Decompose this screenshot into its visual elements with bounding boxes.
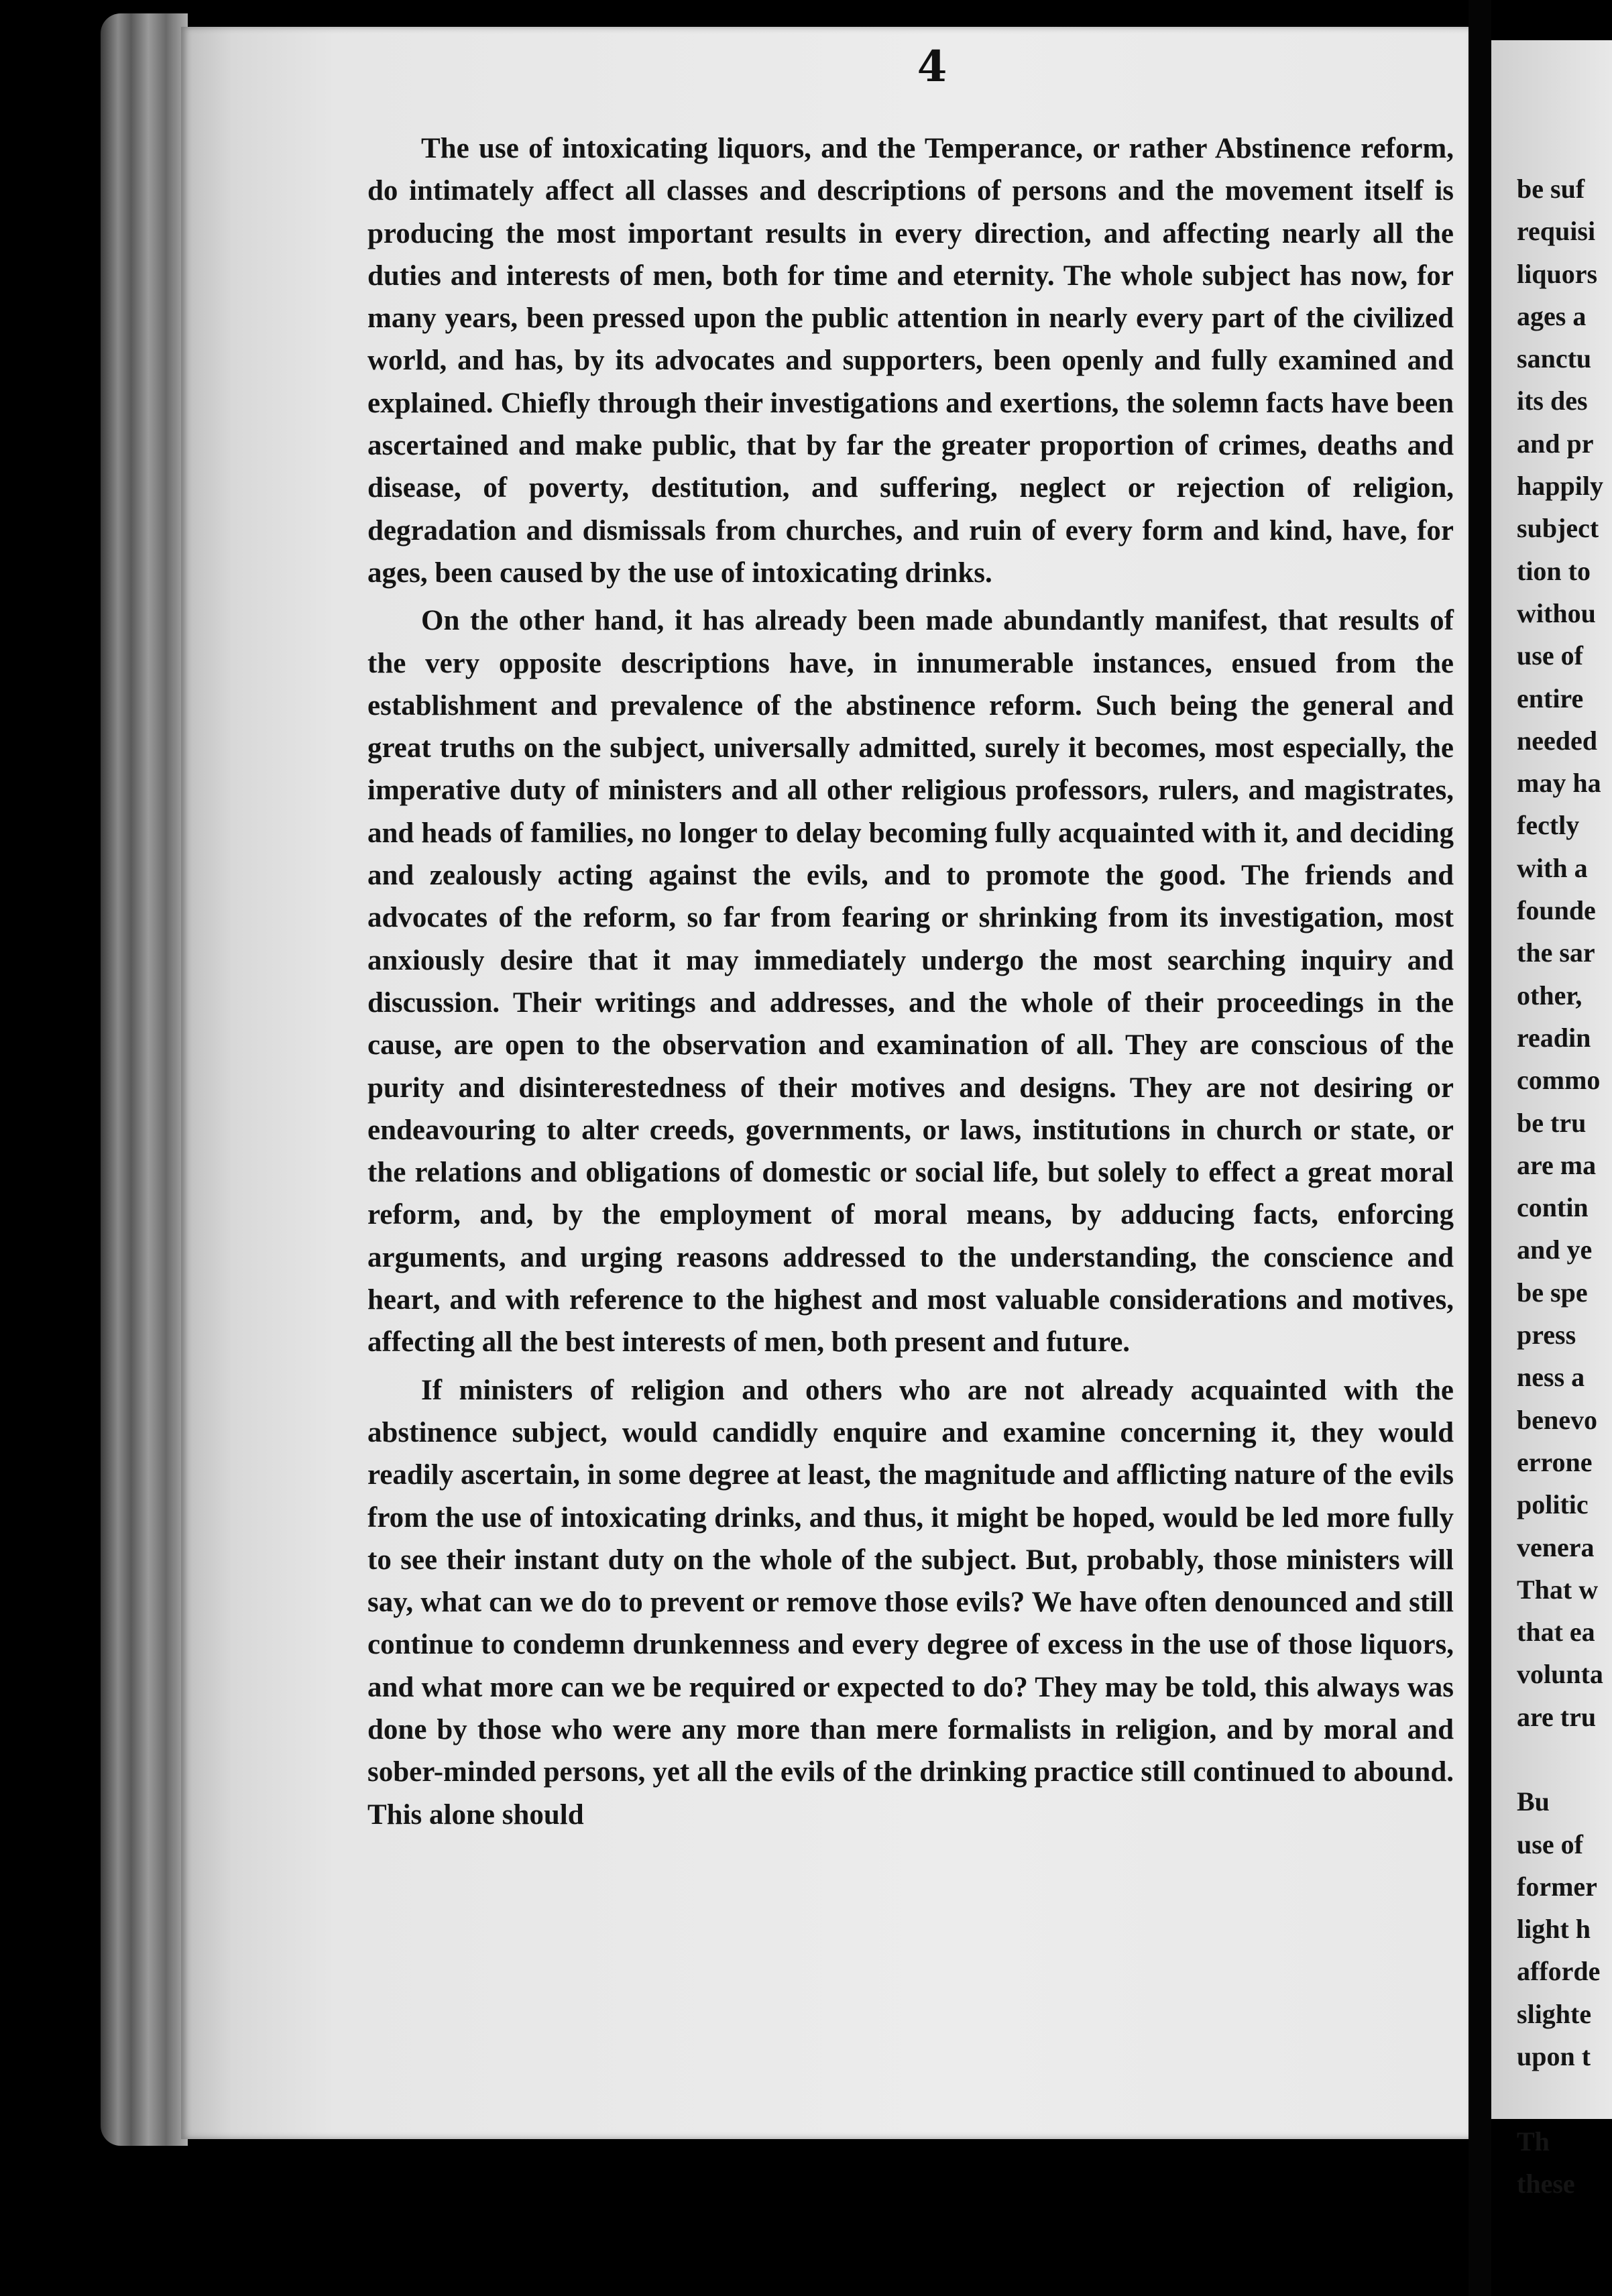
facing-page-line: use of [1517, 640, 1583, 671]
facing-page-line: readin [1517, 1022, 1591, 1053]
line-gap [1517, 1738, 1612, 1780]
paragraph: On the other hand, it has already been made abundantly manifest, that results of the very opposite descriptions have, in innumerable instances, ensued from the establishment and prevalence of the abstinence reform. Such being the general and great truths on the subject, universally admitted, surely it becomes, most especially, the imperative duty of ministers and all other religious professors, rulers, and magistrates, and heads of families, no longer to delay becoming fully acquainted with it, and deciding and zealously acting against the evils, and to promote the good. The friends and advocates of the reform, so far from fearing or shrinking from its investigation, most anxiously desire that it may immediately undergo the most searching inquiry and discussion. Their writings and addresses, and the whole of their proceedings in the cause, are open to the observation and examination of all. They are conscious of the purity and disinterestedness of their motives and designs. They are not desiring or endeavouring to alter creeds, governments, or laws, institutions in church or state, or the relations and obligations of domestic or social life, but solely to effect a great moral reform, and, by the employment of moral means, by adducing facts, enforcing arguments, and urging reasons addressed to the understanding, the conscience and heart, and with reference to the highest and most valuable considerations and motives, affecting all the best interests of men, both present and future. [367, 605, 1454, 1359]
facing-page-line: founde [1517, 895, 1596, 926]
facing-page-line: use of [1517, 1829, 1583, 1859]
facing-page-line: Th [1517, 2126, 1550, 2157]
book-page-edges [101, 13, 188, 2146]
facing-page-line: benevo [1517, 1404, 1597, 1435]
facing-page-line: with a [1517, 852, 1588, 883]
facing-page-line: ness a [1517, 1362, 1585, 1393]
facing-page-line: be spe [1517, 1277, 1588, 1308]
facing-page-line: light h [1517, 1914, 1591, 1945]
body-text [367, 127, 1454, 1836]
facing-page-line: politic [1517, 1489, 1589, 1520]
facing-page-line: subject [1517, 513, 1599, 544]
facing-page-line: venera [1517, 1532, 1595, 1562]
facing-page-text [1517, 168, 1612, 2205]
paragraph: The use of intoxicating liquors, and the Temperance, or rather Abstinence reform, do intimately affect all classes and descriptions of persons and the movement itself is producing the most important results in every direction, and affecting nearly all the duties and interests of men, both for time and eternity. The whole subject has now, for many years, been pressed upon the public attention in nearly every part of the civilized world, and has, by its advocates and supporters, been openly and fully examined and explained. Chiefly through their investigations and exertions, the solemn facts have been ascertained and make public, that by far the greater proportion of crimes, deaths and disease, of poverty, destitution, and suffering, neglect or rejection of religion, degradation and dismissals from churches, and ruin of every form and kind, have, for ages, been caused by the use of intoxicating drinks. [367, 133, 1454, 589]
facing-page-line: slighte [1517, 1998, 1592, 2029]
facing-page-line: contin [1517, 1192, 1589, 1223]
paragraph: If ministers of religion and others who are not already acquainted with the abstinence subject, would candidly enquire and examine concerning it, they would readily ascertain, in some degree at least, the magnitude and afflicting nature of the evils from the use of intoxicating drinks, and thus, it might be hoped, would be led more fully to see their instant duty on the whole of the subject. But, probably, those ministers will say, what can we do to prevent or remove those evils? We have often denounced and still continue to condemn drunkenness and every degree of excess in the use of those liquors, and what more can we be required or expected to do? They may be told, this always was done by those who were any more than mere formalists in religion, and by moral and sober-minded persons, yet all the evils of the drinking practice still continued to abound. This alone should [367, 1374, 1454, 1831]
book-gutter [1469, 0, 1491, 2296]
facing-page-line: press [1517, 1320, 1576, 1351]
facing-page-line: errone [1517, 1446, 1593, 1477]
facing-page-line: upon t [1517, 2041, 1591, 2072]
facing-page-line: and pr [1517, 428, 1594, 459]
facing-page-line: its des [1517, 386, 1588, 416]
facing-page-line: tion to [1517, 555, 1591, 586]
facing-page-line: be suf [1517, 174, 1585, 204]
facing-page-line: commo [1517, 1065, 1601, 1096]
facing-page-line: be tru [1517, 1107, 1587, 1138]
facing-page-line: these [1517, 2168, 1575, 2199]
facing-page-line: afforde [1517, 1956, 1601, 1987]
facing-page-line: happily [1517, 471, 1603, 502]
facing-page-line: may ha [1517, 768, 1601, 799]
facing-page-line: fectly [1517, 810, 1580, 841]
facing-page-line: are tru [1517, 1701, 1597, 1732]
facing-page-line: volunta [1517, 1659, 1603, 1690]
facing-page-line: That w [1517, 1574, 1599, 1605]
facing-page-line: and ye [1517, 1235, 1593, 1265]
facing-page-line: sanctu [1517, 343, 1592, 374]
facing-page-line: withou [1517, 597, 1596, 628]
facing-page-line: requisi [1517, 216, 1596, 247]
facing-page-line: entire [1517, 683, 1584, 713]
facing-page-line: other, [1517, 980, 1582, 1011]
facing-page-line: liquors [1517, 258, 1598, 289]
line-gap [1517, 2077, 1612, 2120]
facing-page-line: the sar [1517, 937, 1595, 968]
facing-page-line: that ea [1517, 1617, 1595, 1648]
facing-page-line: needed [1517, 725, 1597, 756]
page-number: 4 [917, 42, 947, 92]
facing-page-line: Bu [1517, 1786, 1550, 1817]
facing-page-line: ages a [1517, 300, 1587, 331]
facing-page-line: are ma [1517, 1149, 1597, 1180]
facing-page-line: former [1517, 1871, 1597, 1902]
